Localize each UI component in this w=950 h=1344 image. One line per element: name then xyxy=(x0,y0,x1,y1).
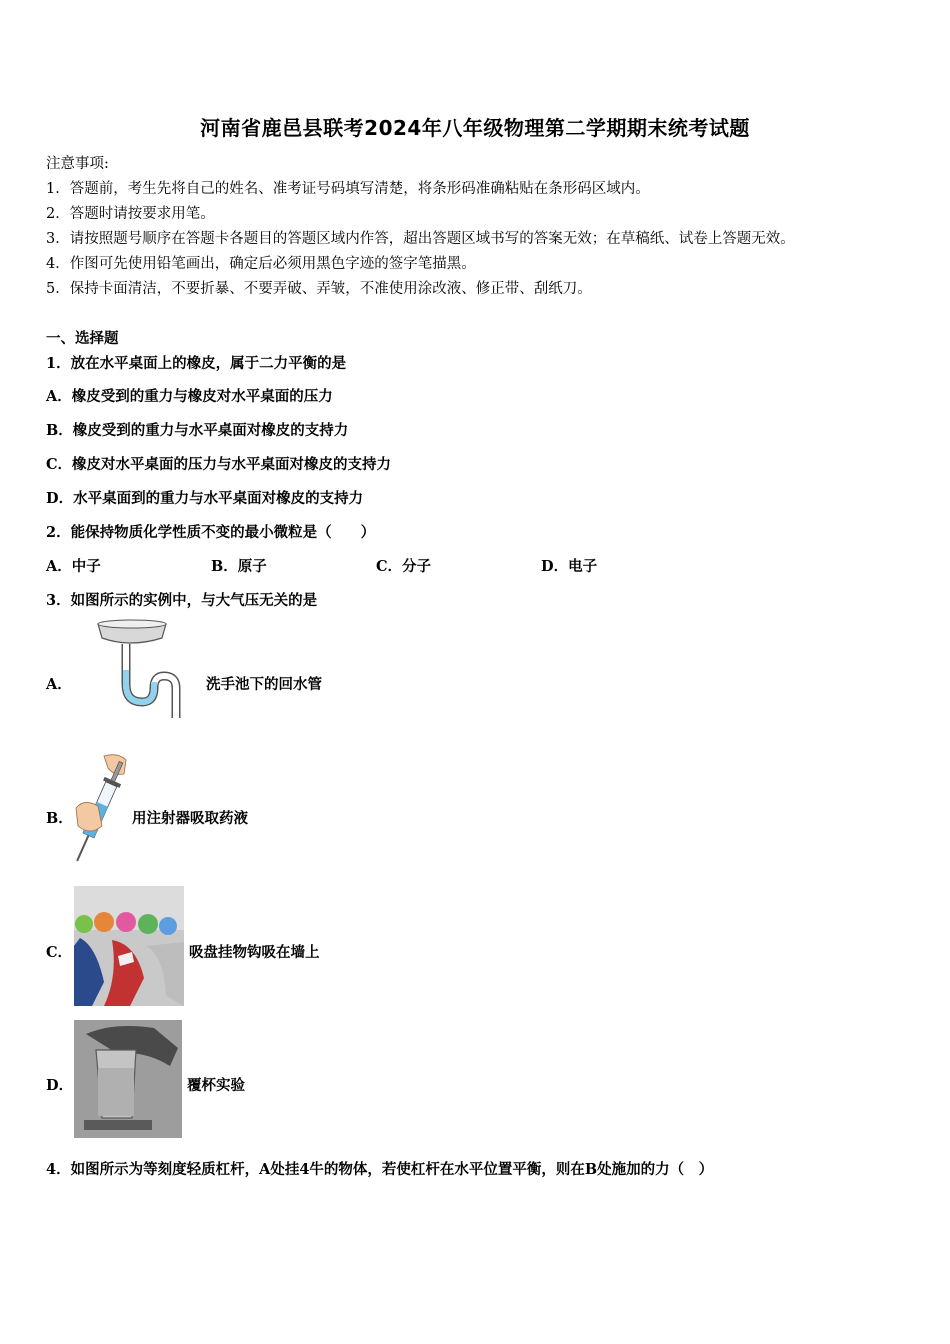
q3-option-c-caption: 吸盘挂物钩吸在墙上 xyxy=(189,944,320,961)
q3-option-b-letter: B． xyxy=(46,810,73,827)
q2-option-a: A．中子 xyxy=(46,558,101,575)
q2-option-d: D．电子 xyxy=(541,558,598,575)
page-title: 河南省鹿邑县联考2024年八年级物理第二学期期末统考试题 xyxy=(200,116,750,140)
q1-stem: 1．放在水平桌面上的橡皮，属于二力平衡的是 xyxy=(46,355,347,372)
sink-drain-pipe-figure xyxy=(96,618,182,720)
inverted-cup-figure xyxy=(74,1020,182,1138)
q2-option-b: B．原子 xyxy=(211,558,267,575)
notice-item: 5．保持卡面清洁，不要折暴、不要弄破、弄皱，不准使用涂改液、修正带、刮纸刀。 xyxy=(46,281,592,297)
q2-stem: 2．能保持物质化学性质不变的最小微粒是（ ） xyxy=(46,524,376,541)
q4-stem: 4．如图所示为等刻度轻质杠杆，A处挂4牛的物体，若使杠杆在水平位置平衡，则在B处施加的力（ ） xyxy=(46,1161,714,1178)
notice-item: 1．答题前，考生先将自己的姓名、准考证号码填写清楚，将条形码准确粘贴在条形码区域内。 xyxy=(46,181,650,197)
q3-option-b-caption: 用注射器吸取药液 xyxy=(132,810,248,827)
section-heading: 一、选择题 xyxy=(46,330,119,347)
suction-hook-figure xyxy=(74,886,184,1006)
q1-option-d: D．水平桌面到的重力与水平桌面对橡皮的支持力 xyxy=(46,490,364,507)
q3-option-d-caption: 覆杯实验 xyxy=(187,1077,245,1094)
q1-option-a: A．橡皮受到的重力与橡皮对水平桌面的压力 xyxy=(46,388,333,405)
notice-item: 2．答题时请按要求用笔。 xyxy=(46,206,215,222)
q3-option-a-caption: 洗手池下的回水管 xyxy=(206,676,322,693)
notice-heading: 注意事项: xyxy=(46,156,109,172)
q1-option-c: C．橡皮对水平桌面的压力与水平桌面对橡皮的支持力 xyxy=(46,456,392,473)
q2-option-c: C．分子 xyxy=(376,558,432,575)
q3-option-c-letter: C． xyxy=(46,944,73,961)
notice-item: 3．请按照题号顺序在答题卡各题目的答题区域内作答，超出答题区域书写的答案无效；在草稿纸、试卷上答题无效。 xyxy=(46,231,795,247)
q3-option-d-letter: D． xyxy=(46,1077,74,1094)
q1-option-b: B．橡皮受到的重力与水平桌面对橡皮的支持力 xyxy=(46,422,349,439)
syringe-figure xyxy=(70,752,130,874)
q3-stem: 3．如图所示的实例中，与大气压无关的是 xyxy=(46,592,318,609)
notice-item: 4．作图可先使用铅笔画出，确定后必须用黑色字迹的签字笔描黑。 xyxy=(46,256,476,272)
q3-option-a-letter: A． xyxy=(46,676,72,693)
